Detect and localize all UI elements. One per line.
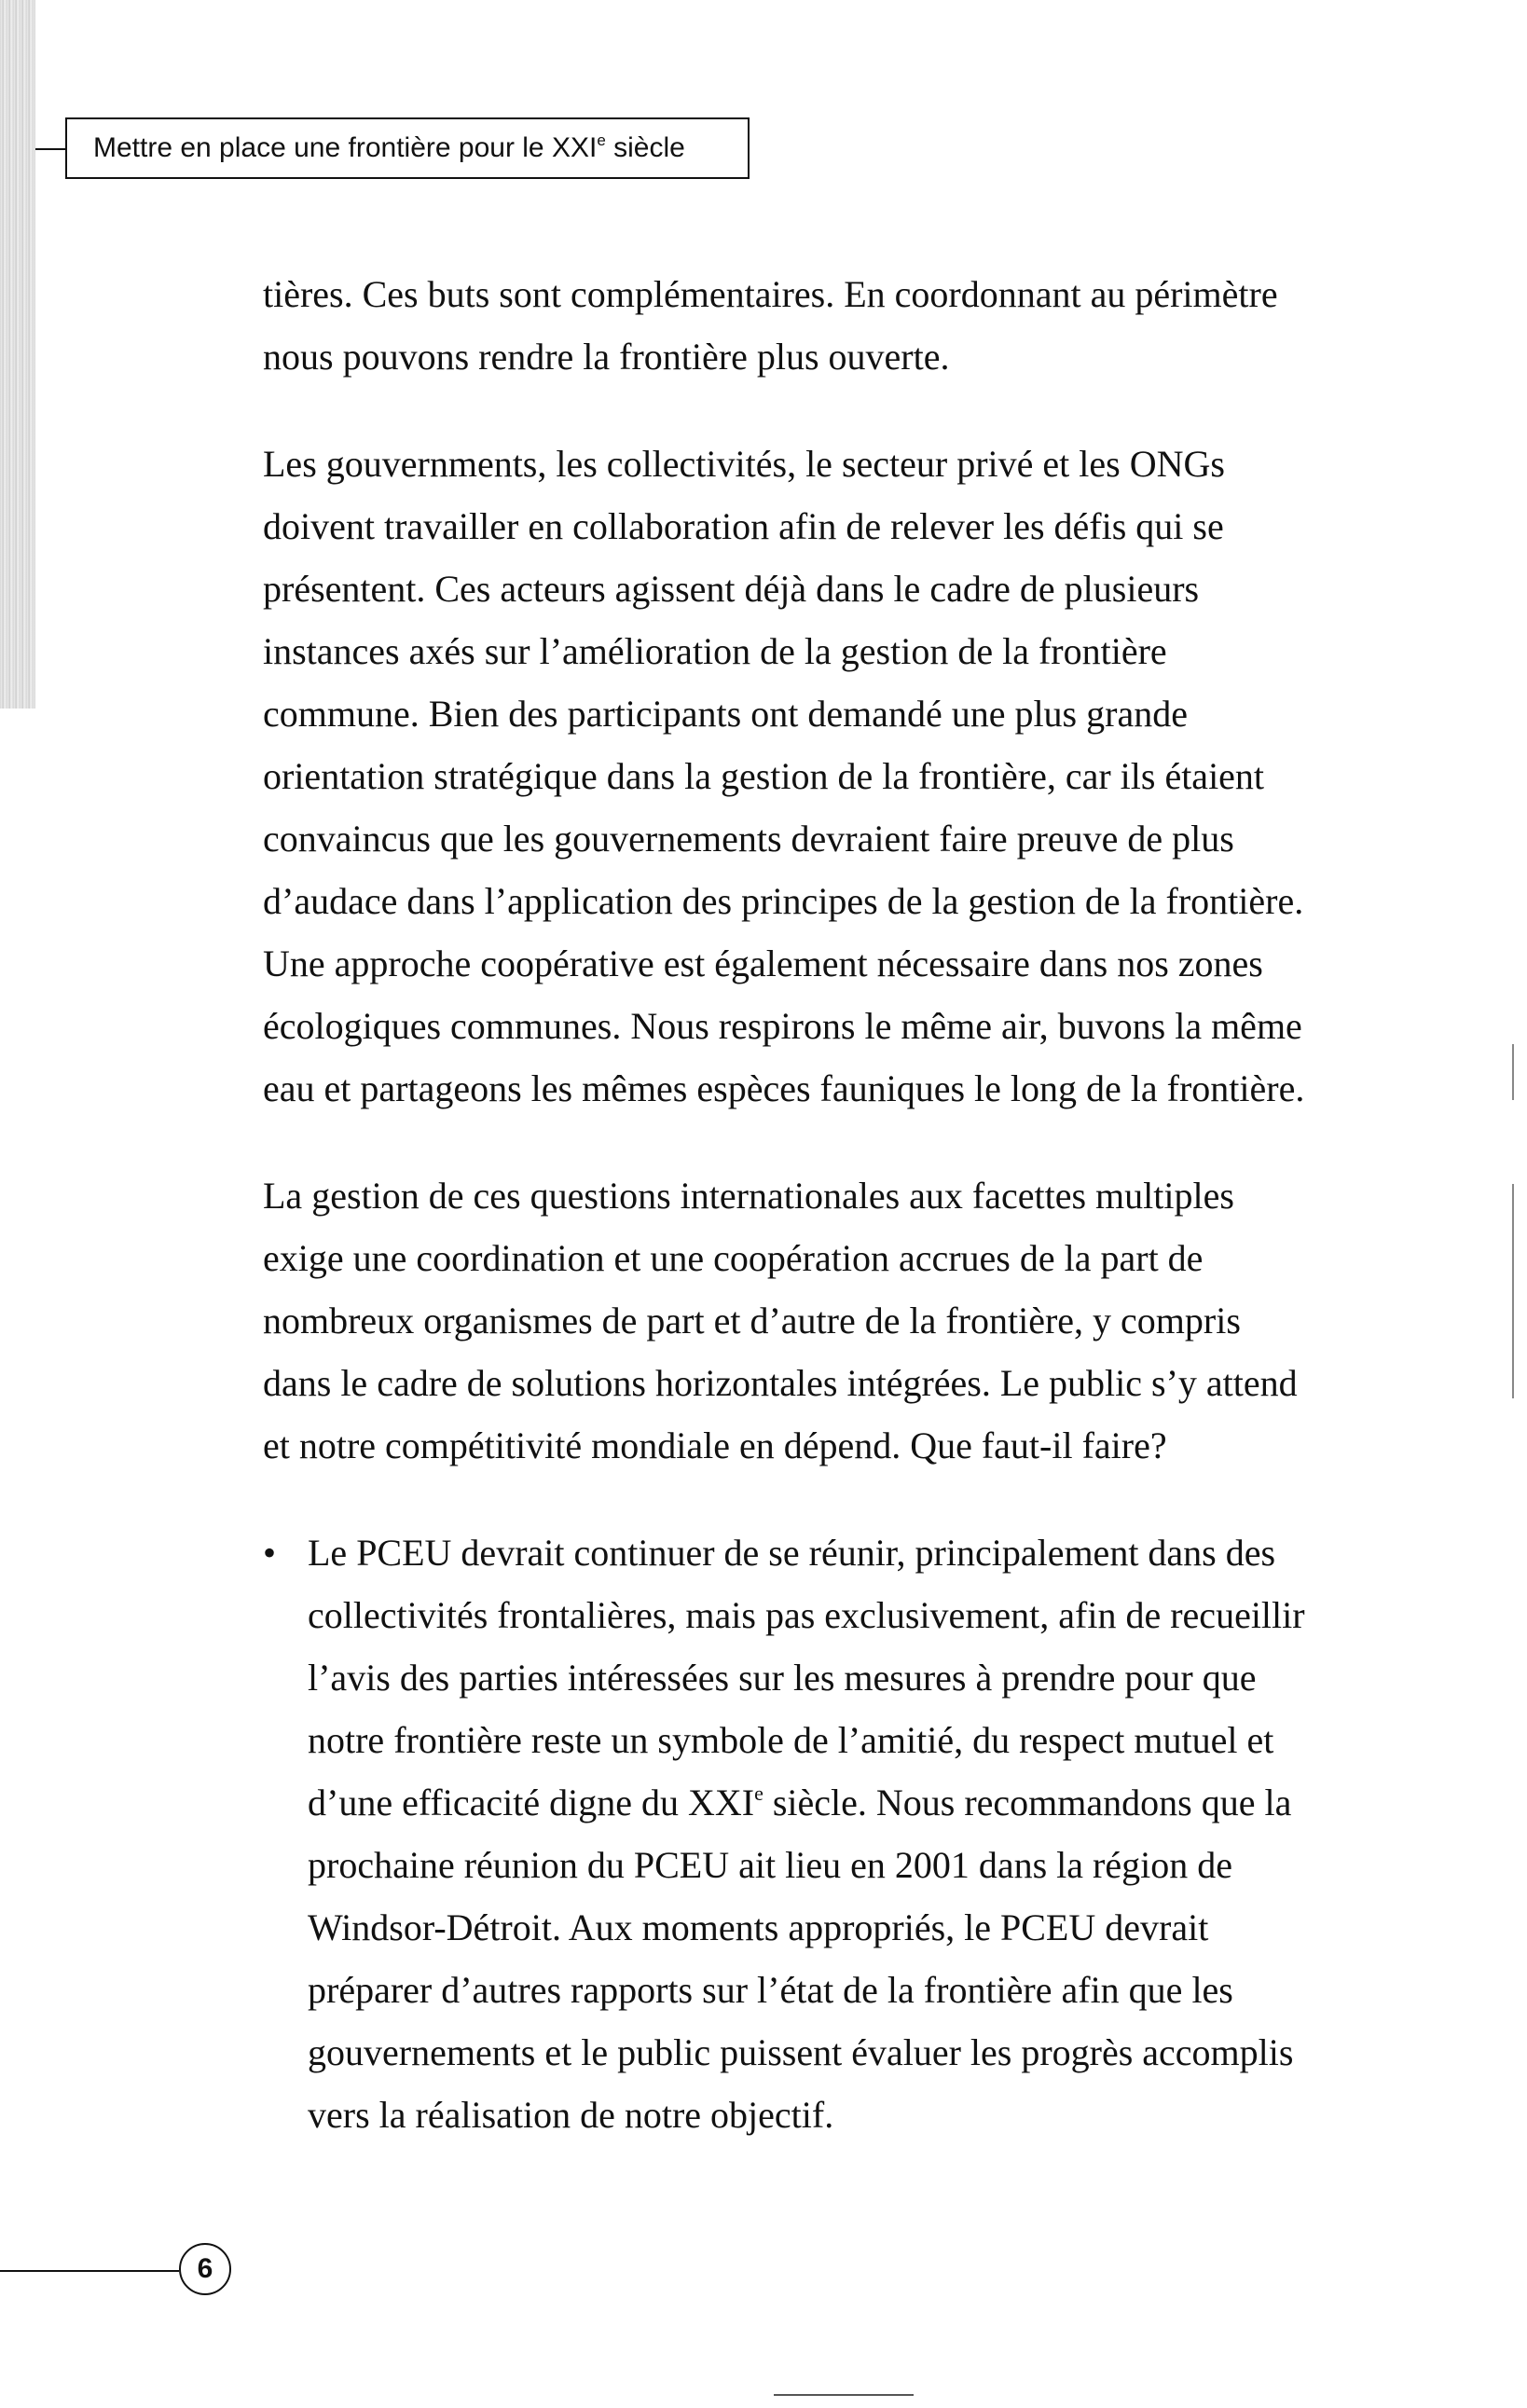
bullet-text-start: Le PCEU devrait continuer de se réunir, principalement dans des collectivités frontalières, mais pas exclusivement, afin de recueillir l’avis des parties intéressées sur les mesures à prendre pour que notre frontière reste un symbole de l’amitié, du respect mutuel et d’une efficacité digne du XXI: [308, 1532, 1305, 1823]
header-title-superscript: e: [597, 131, 606, 149]
header-title-prefix: Mettre en place une frontière pour le XXI: [93, 132, 598, 163]
header-rule: [35, 148, 65, 150]
bullet-superscript: e: [754, 1782, 764, 1805]
scan-mark: [774, 2394, 914, 2396]
recommendation-list: [263, 1521, 1316, 2146]
body-text: [263, 263, 1316, 2146]
header-box: [65, 117, 750, 179]
footer-rule: [0, 2270, 179, 2272]
paragraph-3: La gestion de ces questions internationales aux facettes multiples exige une coordination et une coopération accrues de la part de nombreux organismes de part et d’autre de la frontière, y compris dans le cadre de solutions horizontales intégrées. Le public s’y attend et notre compétitivité mondiale en dépend. Que faut-il faire?: [263, 1175, 1298, 1466]
list-item: [263, 1521, 1316, 2146]
scan-binding-edge: [0, 0, 35, 709]
bullet-text-end: siècle. Nous recommandons que la prochaine réunion du PCEU ait lieu en 2001 dans la région de Windsor-Détroit. Aux moments appropriés, le PCEU devrait préparer d’autres rapports sur l’état de la frontière afin que les gouvernements et le public puissent évaluer les progrès accomplis vers la réalisation de notre objectif.: [308, 1782, 1294, 2136]
header-title-suffix: siècle: [605, 132, 685, 163]
paragraph-1: tières. Ces buts sont complémentaires. En coordonnant au périmètre nous pouvons rendre la frontière plus ouverte.: [263, 273, 1278, 378]
scan-mark: [1512, 1184, 1514, 1398]
paragraph-2: Les gouvernments, les collectivités, le secteur privé et les ONGs doivent travailler en collaboration afin de relever les défis qui se présentent. Ces acteurs agissent déjà dans le cadre de plusieurs instances axés sur l’amélioration de la gestion de la frontière commune. Bien des participants ont demandé une plus grande orientation stratégique dans la gestion de la frontière, car ils étaient convaincus que les gouvernements devraient faire preuve de plus d’audace dans l’application des principes de la gestion de la frontière. Une approche coopérative est également nécessaire dans nos zones écologiques communes. Nous respirons le même air, buvons la même eau et partageons les mêmes espèces fauniques le long de la frontière.: [263, 443, 1305, 1109]
bullet-icon: •: [263, 1532, 277, 1574]
scan-mark: [1512, 1044, 1514, 1100]
page-number: 6: [179, 2243, 231, 2295]
